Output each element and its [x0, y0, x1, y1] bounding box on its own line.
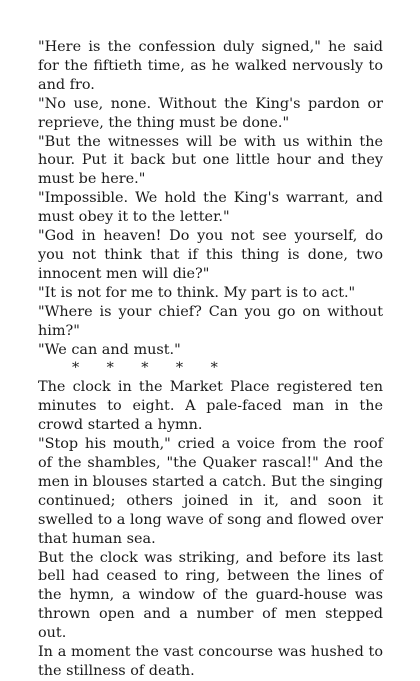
section-break: * * * * *: [72, 360, 218, 377]
paragraph-clock-striking: But the clock was striking, and before its last bell had ceased to ring, between the lines of the hymn, a window of the guard-house was thrown open and a number of men stepped out.: [38, 549, 383, 642]
paragraph-hushed: In a moment the vast concourse was hushed to the stillness of death.: [38, 644, 383, 679]
paragraph-impossible: "Impossible. We hold the King's warrant, and must obey it to the letter.": [38, 190, 383, 226]
paragraph-stop-his-mouth: "Stop his mouth," cried a voice from the roof of the shambles, "the Quaker rascal!" And the men in blouses started a catch. But the singing continued; others joined in it, and soon it swelled to a long wave of song and flowed over that human sea.: [38, 436, 383, 547]
paragraph-where-is-chief: "Where is your chief? Can you go on without him?": [38, 303, 383, 339]
paragraph-we-can-and-must: "We can and must.": [38, 341, 181, 358]
paragraph-god-in-heaven: "God in heaven! Do you not see yourself, do you not think that if this thing is done, two innocent men will die?": [38, 228, 383, 282]
paragraph-not-for-me: "It is not for me to think. My part is to act.": [38, 284, 356, 301]
paragraph-confession: "Here is the confession duly signed," he said for the fiftieth time, as he walked nervously to and fro.: [38, 39, 383, 93]
document-page: [38, 38, 383, 681]
paragraph-clock: The clock in the Market Place registered ten minutes to eight. A pale-faced man in the crowd started a hymn.: [38, 379, 383, 434]
paragraph-witnesses: "But the witnesses will be with us within the hour. Put it back but one little hour and they must be here.": [38, 133, 383, 188]
paragraph-no-use: "No use, none. Without the King's pardon or reprieve, the thing must be done.": [38, 95, 383, 131]
